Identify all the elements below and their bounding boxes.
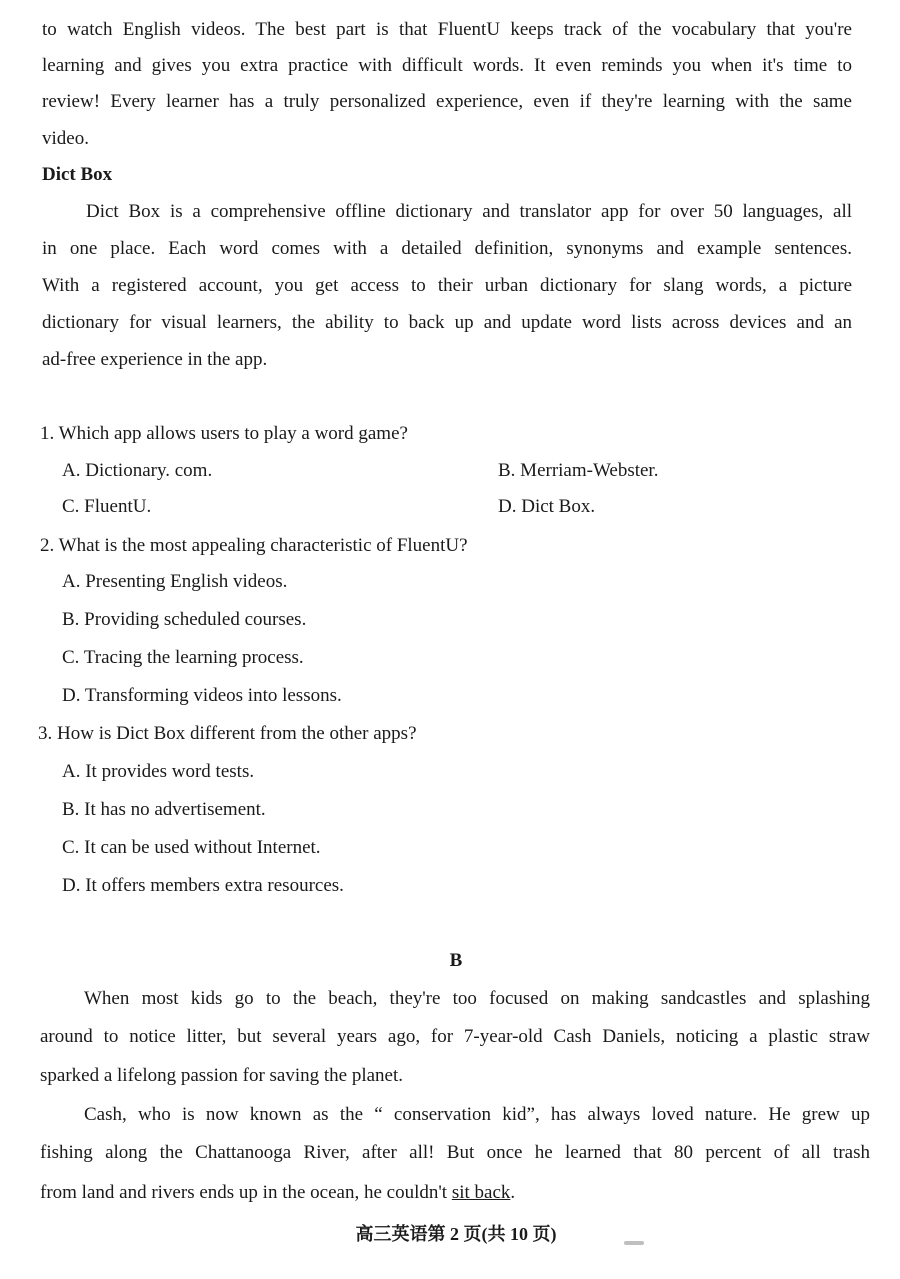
paragraph-line [40,1181,515,1205]
answer-option: B. Merriam-Webster. [498,460,659,481]
paragraph-line: ad-free experience in the app. [42,349,268,370]
answer-option: D. Transforming videos into lessons. [62,685,342,706]
answer-option: B. Providing scheduled courses. [62,609,307,630]
paragraph-line: video. [42,128,89,149]
answer-option: D. Dict Box. [498,496,596,517]
question-stem: 2. What is the most appealing characteristic of FluentU? [40,535,468,556]
answer-option: D. It offers members extra resources. [62,875,344,896]
paragraph-line: Cash, who is now known as the “ conservation kid”, has always loved nature. He grew up [84,1104,870,1125]
answer-option: A. Presenting English videos. [62,571,288,592]
answer-option: C. FluentU. [62,496,152,517]
paragraph-line: review! Every learner has a truly personalized experience, even if they're learning with the same [42,91,852,112]
answer-option: A. Dictionary. com. [62,460,213,481]
answer-option: C. It can be used without Internet. [62,837,321,858]
paragraph-line: to watch English videos. The best part is that FluentU keeps track of the vocabulary that you're [42,19,852,40]
paragraph-line: sparked a lifelong passion for saving the planet. [40,1065,404,1086]
paragraph-line: in one place. Each word comes with a detailed definition, synonyms and example sentences. [42,238,852,259]
paragraph-line: When most kids go to the beach, they're too focused on making sandcastles and splashing [84,988,870,1009]
scan-smudge [624,1241,644,1245]
paragraph-line: learning and gives you extra practice with difficult words. It even reminds you when it's time to [42,55,852,76]
paragraph-text: from land and rivers ends up in the ocean, he couldn't [40,1182,452,1203]
section-heading: B [449,950,463,971]
paragraph-line: fishing along the Chattanooga River, after all! But once he learned that 80 percent of all trash [40,1142,870,1163]
paragraph-line: Dict Box is a comprehensive offline dictionary and translator app for over 50 languages, all [86,201,852,222]
paragraph-line: around to notice litter, but several years ago, for 7-year-old Cash Daniels, noticing a plastic straw [40,1026,870,1047]
section-heading: Dict Box [42,164,113,185]
answer-option: A. It provides word tests. [62,761,255,782]
paragraph-punctuation: . [510,1182,516,1203]
underlined-phrase: sit back [451,1182,511,1203]
paragraph-line: With a registered account, you get access to their urban dictionary for slang words, a picture [42,275,852,296]
answer-option: C. Tracing the learning process. [62,647,304,668]
question-stem: 3. How is Dict Box different from the other apps? [38,723,417,744]
answer-option: B. It has no advertisement. [62,799,266,820]
question-stem: 1. Which app allows users to play a word game? [40,423,408,444]
page-footer: 高三英语第 2 页(共 10 页) [355,1224,557,1244]
paragraph-line: dictionary for visual learners, the ability to back up and update word lists across devices and an [42,312,852,333]
